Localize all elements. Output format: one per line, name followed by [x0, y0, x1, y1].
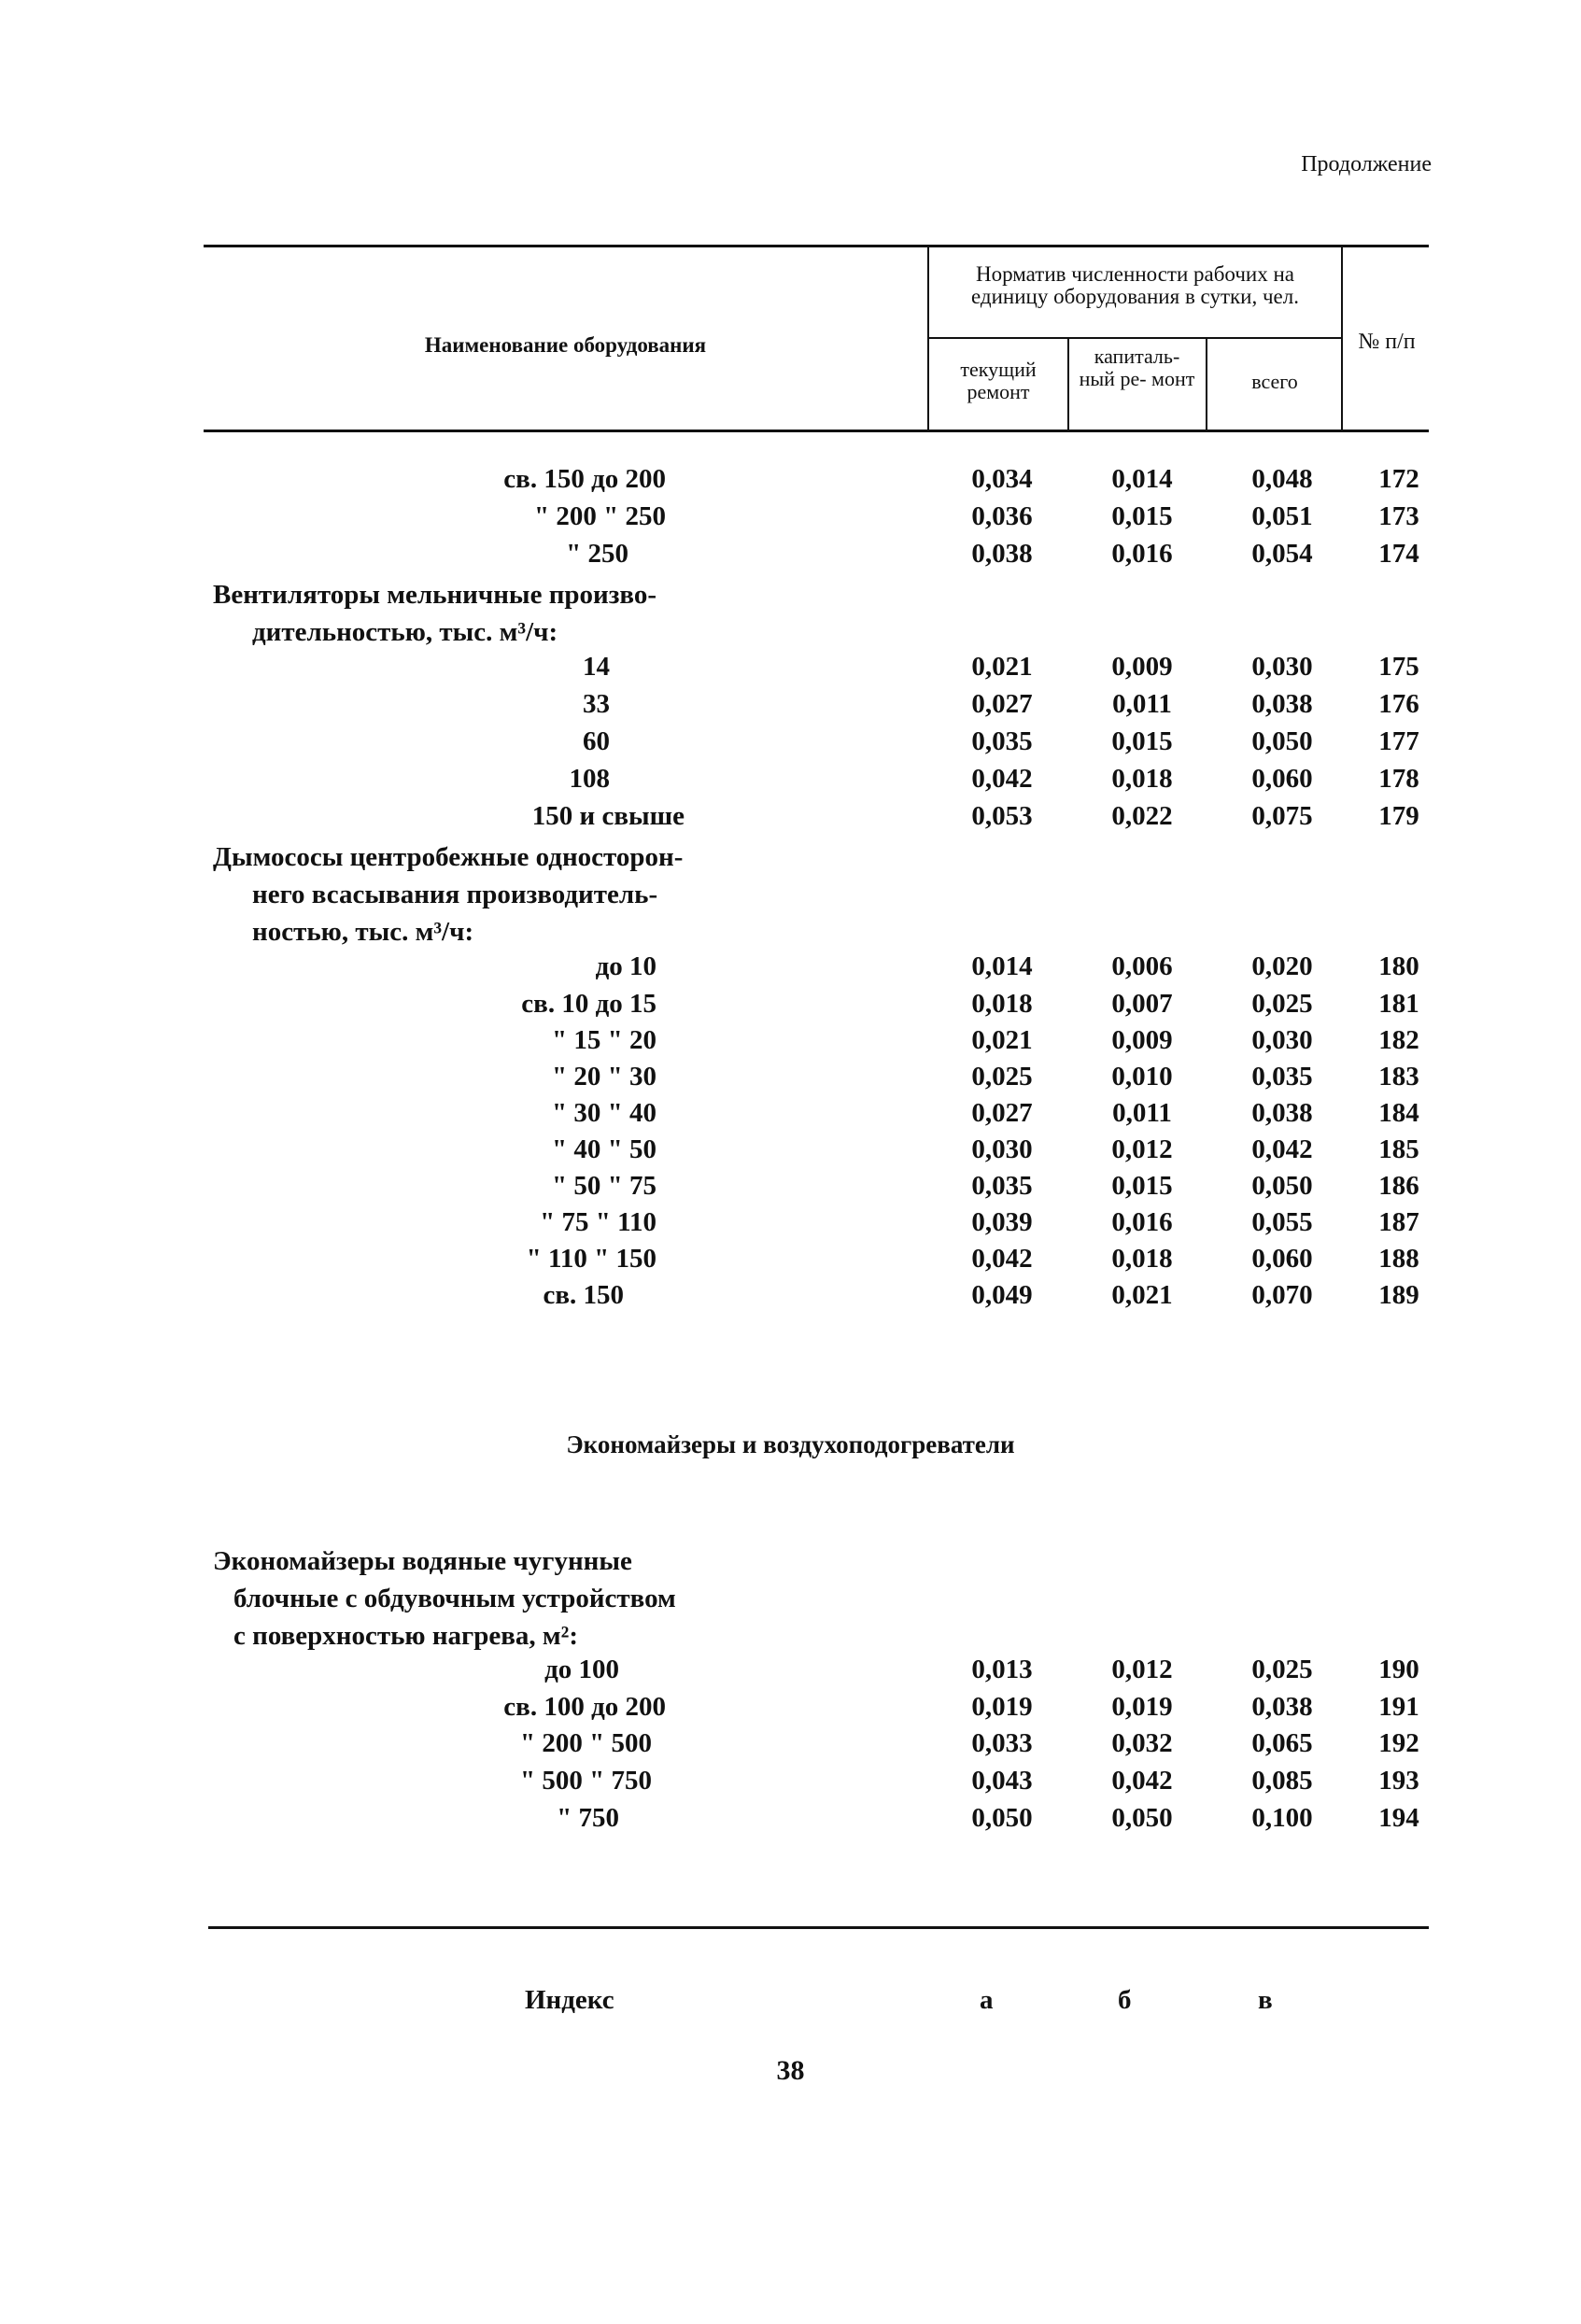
row-capital-repair: 0,042 — [1111, 1766, 1173, 1796]
row-total: 0,060 — [1251, 1244, 1313, 1274]
header-equipment-name: Наименование оборудования — [424, 333, 707, 357]
continuation-label: Продолжение — [1301, 152, 1432, 176]
row-capital-repair: 0,018 — [1111, 764, 1173, 794]
row-capital-repair: 0,016 — [1111, 539, 1173, 569]
table-row — [0, 539, 1581, 576]
row-number: 177 — [1378, 726, 1419, 756]
row-number: 175 — [1378, 652, 1419, 682]
row-total: 0,050 — [1251, 1171, 1313, 1201]
row-capital-repair: 0,007 — [1111, 989, 1173, 1019]
table-row — [0, 652, 1581, 689]
row-total: 0,070 — [1251, 1280, 1313, 1310]
row-capital-repair: 0,015 — [1111, 501, 1173, 531]
row-number: 183 — [1378, 1062, 1419, 1092]
row-total: 0,035 — [1251, 1062, 1313, 1092]
row-name: " 15 " 20 — [552, 1025, 656, 1055]
row-total: 0,030 — [1251, 652, 1313, 682]
index-c: в — [1258, 1985, 1273, 2015]
section-title: Экономайзеры и воздухоподогреватели — [566, 1430, 1015, 1458]
header-norm-group: Норматив численности рабочих на единицу оборудования в сутки, чел. — [970, 262, 1299, 308]
row-number: 181 — [1378, 989, 1419, 1019]
row-capital-repair: 0,050 — [1111, 1803, 1173, 1833]
row-total: 0,055 — [1251, 1207, 1313, 1237]
row-total: 0,048 — [1251, 464, 1313, 494]
row-current-repair: 0,053 — [971, 801, 1033, 831]
group-heading-economizers-line-1: Экономайзеры водяные чугунные — [213, 1546, 632, 1576]
row-name: " 750 — [557, 1803, 619, 1833]
row-capital-repair: 0,011 — [1112, 1098, 1172, 1128]
group-heading-economizers-line-3: с поверхностью нагрева, м²: — [233, 1621, 578, 1651]
row-total: 0,100 — [1251, 1803, 1313, 1833]
row-capital-repair: 0,015 — [1111, 1171, 1173, 1201]
table-row — [0, 726, 1581, 764]
header-vline-4 — [1341, 245, 1343, 430]
row-total: 0,050 — [1251, 726, 1313, 756]
row-name: " 30 " 40 — [552, 1098, 656, 1128]
row-capital-repair: 0,012 — [1111, 1134, 1173, 1164]
row-current-repair: 0,035 — [971, 726, 1033, 756]
table-row — [0, 1171, 1581, 1208]
header-capital-repair: капиталь- ный ре- монт — [1079, 345, 1195, 390]
table-row — [0, 464, 1581, 501]
row-total: 0,038 — [1251, 1692, 1313, 1722]
row-total: 0,038 — [1251, 689, 1313, 719]
row-number: 187 — [1378, 1207, 1419, 1237]
row-number: 178 — [1378, 764, 1419, 794]
row-current-repair: 0,042 — [971, 1244, 1033, 1274]
group-heading-economizers-line-2: блочные с обдувочным устройством — [233, 1584, 676, 1613]
table-row — [0, 1062, 1581, 1099]
table-row — [0, 1728, 1581, 1766]
row-name: до 10 — [595, 951, 656, 981]
group-heading-fans-line-1: Вентиляторы мельничные произво- — [213, 580, 657, 610]
row-current-repair: 0,049 — [971, 1280, 1033, 1310]
row-total: 0,042 — [1251, 1134, 1313, 1164]
page-number: 38 — [776, 2055, 805, 2086]
index-b: б — [1118, 1985, 1132, 2015]
row-capital-repair: 0,009 — [1111, 1025, 1173, 1055]
table-row — [0, 1098, 1581, 1135]
group-heading-fans-line-2: дительностью, тыс. м³/ч: — [252, 617, 558, 647]
row-number: 190 — [1378, 1655, 1419, 1684]
row-capital-repair: 0,015 — [1111, 726, 1173, 756]
row-current-repair: 0,021 — [971, 1025, 1033, 1055]
table-row — [0, 1803, 1581, 1840]
row-number: 186 — [1378, 1171, 1419, 1201]
row-capital-repair: 0,014 — [1111, 464, 1173, 494]
row-name: " 200 " 500 — [520, 1728, 652, 1758]
table-row — [0, 1280, 1581, 1317]
row-name: св. 10 до 15 — [521, 989, 656, 1019]
row-capital-repair: 0,016 — [1111, 1207, 1173, 1237]
row-number: 194 — [1378, 1803, 1419, 1833]
row-current-repair: 0,033 — [971, 1728, 1033, 1758]
row-total: 0,054 — [1251, 539, 1313, 569]
row-name: св. 150 до 200 — [503, 464, 666, 494]
row-current-repair: 0,019 — [971, 1692, 1033, 1722]
table-row — [0, 1655, 1581, 1692]
row-current-repair: 0,050 — [971, 1803, 1033, 1833]
row-current-repair: 0,025 — [971, 1062, 1033, 1092]
row-number: 189 — [1378, 1280, 1419, 1310]
row-current-repair: 0,027 — [971, 1098, 1033, 1128]
row-capital-repair: 0,022 — [1111, 801, 1173, 831]
row-name: " 200 " 250 — [534, 501, 666, 531]
row-name: " 110 " 150 — [526, 1244, 656, 1274]
row-name: " 250 — [566, 539, 628, 569]
row-number: 185 — [1378, 1134, 1419, 1164]
row-number: 188 — [1378, 1244, 1419, 1274]
table-row — [0, 1244, 1581, 1281]
row-current-repair: 0,013 — [971, 1655, 1033, 1684]
row-capital-repair: 0,019 — [1111, 1692, 1173, 1722]
row-current-repair: 0,039 — [971, 1207, 1033, 1237]
row-total: 0,060 — [1251, 764, 1313, 794]
row-number: 180 — [1378, 951, 1419, 981]
row-current-repair: 0,038 — [971, 539, 1033, 569]
row-capital-repair: 0,006 — [1111, 951, 1173, 981]
row-name: 14 — [583, 652, 610, 682]
row-number: 184 — [1378, 1098, 1419, 1128]
index-label: Индекс — [525, 1985, 614, 2015]
table-row — [0, 951, 1581, 989]
row-number: 173 — [1378, 501, 1419, 531]
row-current-repair: 0,030 — [971, 1134, 1033, 1164]
row-total: 0,030 — [1251, 1025, 1313, 1055]
row-capital-repair: 0,009 — [1111, 652, 1173, 682]
row-number: 191 — [1378, 1692, 1419, 1722]
row-number: 179 — [1378, 801, 1419, 831]
row-name: до 100 — [544, 1655, 619, 1684]
table-row — [0, 801, 1581, 838]
index-a: а — [980, 1985, 994, 2015]
table-bottom-rule — [208, 1926, 1429, 1929]
row-current-repair: 0,014 — [971, 951, 1033, 981]
row-name: св. 100 до 200 — [503, 1692, 666, 1722]
row-capital-repair: 0,021 — [1111, 1280, 1173, 1310]
row-number: 182 — [1378, 1025, 1419, 1055]
table-row — [0, 764, 1581, 801]
row-current-repair: 0,034 — [971, 464, 1033, 494]
row-name: " 500 " 750 — [520, 1766, 652, 1796]
row-current-repair: 0,042 — [971, 764, 1033, 794]
row-name: " 50 " 75 — [552, 1171, 656, 1201]
row-current-repair: 0,043 — [971, 1766, 1033, 1796]
row-number: 174 — [1378, 539, 1419, 569]
row-capital-repair: 0,018 — [1111, 1244, 1173, 1274]
row-current-repair: 0,018 — [971, 989, 1033, 1019]
header-current-repair: текущий ремонт — [960, 358, 1037, 403]
row-capital-repair: 0,010 — [1111, 1062, 1173, 1092]
header-row-number: № п/п — [1358, 330, 1416, 354]
row-total: 0,085 — [1251, 1766, 1313, 1796]
row-current-repair: 0,021 — [971, 652, 1033, 682]
row-total: 0,025 — [1251, 989, 1313, 1019]
table-row — [0, 1025, 1581, 1063]
row-name: св. 150 — [543, 1280, 624, 1310]
row-current-repair: 0,035 — [971, 1171, 1033, 1201]
group-heading-exhausters-line-2: него всасывания производитель- — [252, 880, 658, 909]
row-name: " 20 " 30 — [552, 1062, 656, 1092]
header-vline-2 — [1067, 337, 1069, 430]
row-number: 172 — [1378, 464, 1419, 494]
header-bottom-rule — [204, 430, 1429, 432]
row-name: " 40 " 50 — [552, 1134, 656, 1164]
row-total: 0,020 — [1251, 951, 1313, 981]
row-capital-repair: 0,011 — [1112, 689, 1172, 719]
row-capital-repair: 0,012 — [1111, 1655, 1173, 1684]
row-name: 150 и свыше — [531, 801, 685, 831]
row-current-repair: 0,036 — [971, 501, 1033, 531]
row-total: 0,051 — [1251, 501, 1313, 531]
row-number: 176 — [1378, 689, 1419, 719]
row-total: 0,025 — [1251, 1655, 1313, 1684]
row-total: 0,038 — [1251, 1098, 1313, 1128]
row-name: 60 — [583, 726, 610, 756]
table-row — [0, 1766, 1581, 1803]
header-vline-3 — [1206, 337, 1207, 430]
row-total: 0,075 — [1251, 801, 1313, 831]
row-number: 193 — [1378, 1766, 1419, 1796]
header-subgroup-rule — [927, 337, 1341, 339]
table-row — [0, 1134, 1581, 1172]
header-top-rule — [204, 245, 1429, 247]
table-row — [0, 501, 1581, 539]
table-row — [0, 1692, 1581, 1729]
table-row — [0, 989, 1581, 1026]
row-total: 0,065 — [1251, 1728, 1313, 1758]
row-current-repair: 0,027 — [971, 689, 1033, 719]
header-total: всего — [1251, 370, 1298, 393]
row-name: 33 — [583, 689, 610, 719]
row-name: 108 — [569, 764, 610, 794]
group-heading-exhausters-line-1: Дымососы центробежные односторон- — [213, 842, 684, 872]
group-heading-exhausters-line-3: ностью, тыс. м³/ч: — [252, 917, 474, 947]
table-row — [0, 689, 1581, 726]
row-name: " 75 " 110 — [540, 1207, 656, 1237]
table-row — [0, 1207, 1581, 1245]
row-number: 192 — [1378, 1728, 1419, 1758]
row-capital-repair: 0,032 — [1111, 1728, 1173, 1758]
